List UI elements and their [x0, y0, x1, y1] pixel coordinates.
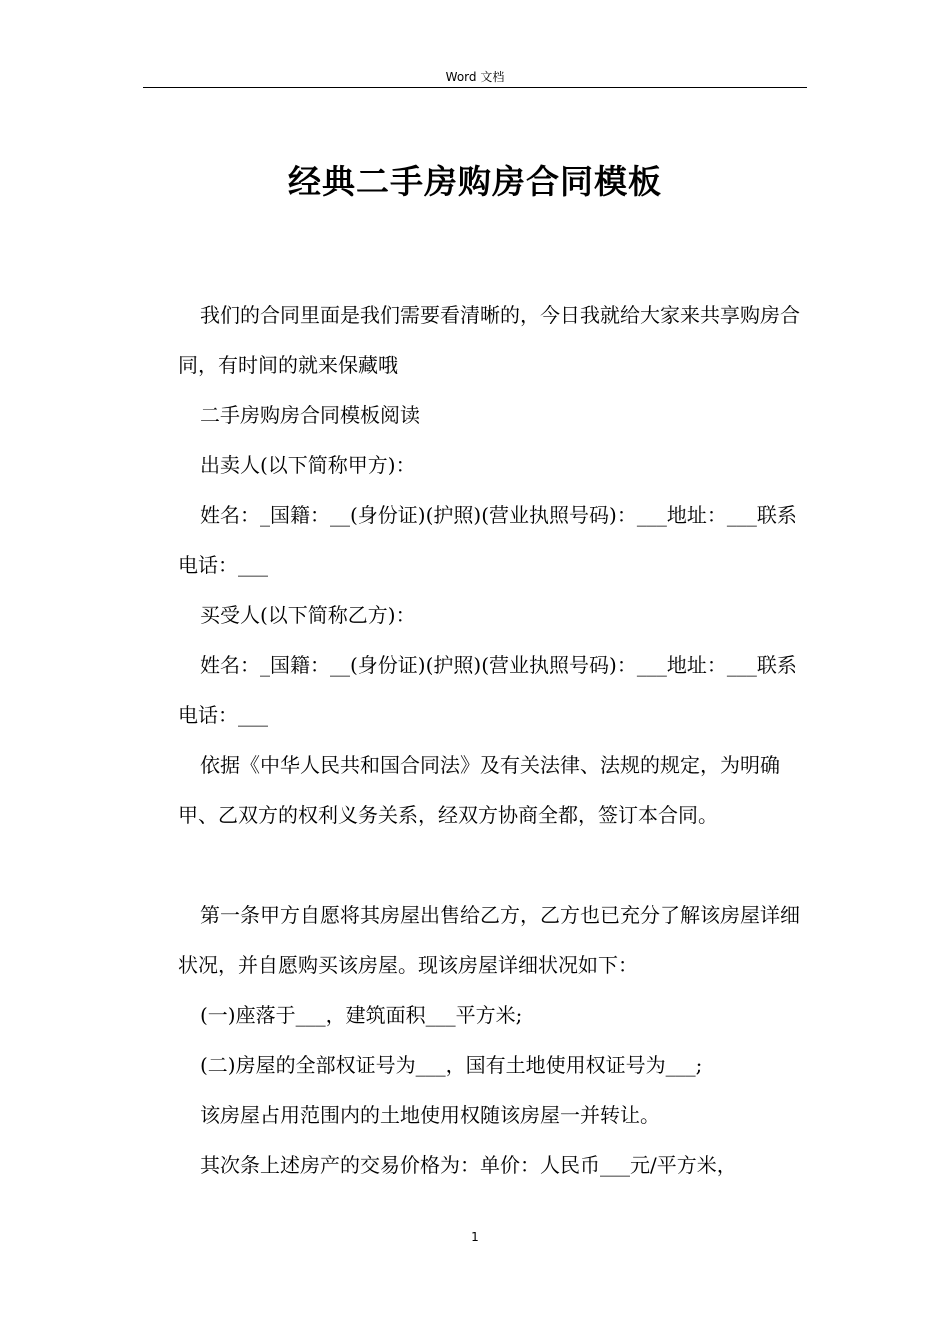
article-two: 其次条上述房产的交易价格为：单价：人民币___元/平方米，: [200, 1153, 737, 1177]
seller-label: 出卖人(以下简称甲方)：: [200, 453, 416, 477]
article-one-item-2: (二)房屋的全部权证号为___，国有土地使用权证号为___;: [200, 1053, 703, 1077]
paragraph-spacer: [178, 840, 814, 890]
land-use-note: 该房屋占用范围内的土地使用权随该房屋一并转让。: [200, 1103, 660, 1127]
article-one-item-1: (一)座落于___，建筑面积___平方米;: [200, 1003, 523, 1027]
section-heading: 二手房购房合同模板阅读: [200, 403, 420, 427]
header-divider: [143, 87, 807, 88]
buyer-label: 买受人(以下简称乙方)：: [200, 603, 416, 627]
document-body: [178, 290, 814, 1190]
page-number: 1: [471, 1230, 479, 1244]
page-header: Word 文档: [445, 70, 505, 84]
legal-basis-paragraph: 依据《中华人民共和国合同法》及有关法律、法规的规定，为明确甲、乙双方的权利义务关系，经双方协商全都，签订本合同。: [178, 753, 780, 827]
document-title: 经典二手房购房合同模板: [288, 162, 662, 201]
buyer-details: 姓名：_国籍：__(身份证)(护照)(营业执照号码)：___地址：___联系电话：___: [178, 653, 797, 727]
article-one: 第一条甲方自愿将其房屋出售给乙方，乙方也已充分了解该房屋详细状况，并自愿购买该房屋。现该房屋详细状况如下：: [178, 903, 800, 977]
intro-paragraph: 我们的合同里面是我们需要看清晰的，今日我就给大家来共享购房合同，有时间的就来保藏哦: [178, 303, 800, 377]
seller-details: 姓名：_国籍：__(身份证)(护照)(营业执照号码)：___地址：___联系电话：___: [178, 503, 797, 577]
